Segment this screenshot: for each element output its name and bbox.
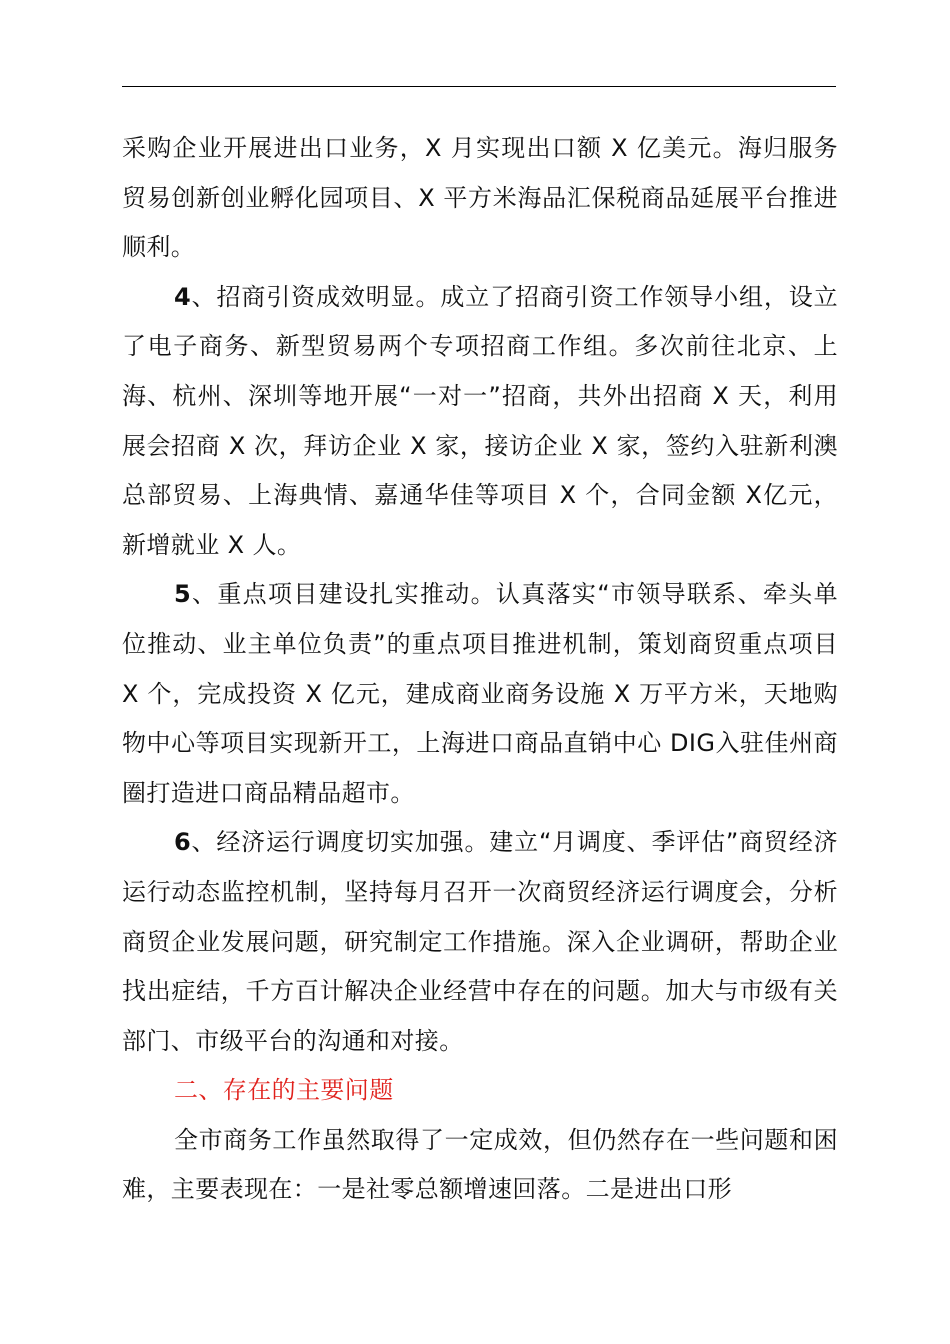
paragraph-continuation	[122, 124, 838, 273]
paragraph-number: 6	[174, 828, 192, 857]
paragraph-number: 4	[174, 282, 192, 311]
paragraph-text: 采购企业开展进出口业务，X 月实现出口额 X 亿美元。海归服务贸易创新创业孵化园项目、X 平方米海品汇保税商品延展平台推进顺利。	[122, 134, 838, 262]
paragraph-text: 、经济运行调度切实加强。建立“月调度、季评估”商贸经济运行动态监控机制，坚持每月召开一次商贸经济运行调度会，分析商贸企业发展问题，研究制定工作措施。深入企业调研，帮助企业找出症结，千方百计解决企业经营中存在的问题。加大与市级有关部门、市级平台的沟通和对接。	[122, 828, 838, 1055]
paragraph-text: 、重点项目建设扎实推动。认真落实“市领导联系、牵头单位推动、业主单位负责”的重点项目推进机制，策划商贸重点项目 X 个，完成投资 X 亿元，建成商业商务设施 X 万平方米，天地购物中心等项目实现新开工，上海进口商品直销中心 DIG入驻佳州商圈打造进口商品精品超市。	[122, 580, 838, 807]
header-rule	[122, 86, 836, 87]
paragraph-item-5	[122, 570, 838, 818]
paragraph-text: 、招商引资成效明显。成立了招商引资工作领导小组，设立了电子商务、新型贸易两个专项招商工作组。多次前往北京、上海、杭州、深圳等地开展“一对一”招商，共外出招商 X 天，利用展会招商 X 次，拜访企业 X 家，接访企业 X 家，签约入驻新利澳总部贸易、上海典情、嘉通华佳等项目 X 个，合同金额 X亿元，新增就业 X 人。	[122, 282, 838, 559]
document-body	[122, 124, 838, 1215]
paragraph-item-6	[122, 818, 838, 1066]
section-heading: 二、存在的主要问题	[174, 1076, 394, 1105]
paragraph-number: 5	[174, 580, 192, 609]
closing-paragraph: 全市商务工作虽然取得了一定成效，但仍然存在一些问题和困难，主要表现在：一是社零总额增速回落。二是进出口形	[122, 1125, 838, 1204]
paragraph-item-4	[122, 273, 838, 571]
